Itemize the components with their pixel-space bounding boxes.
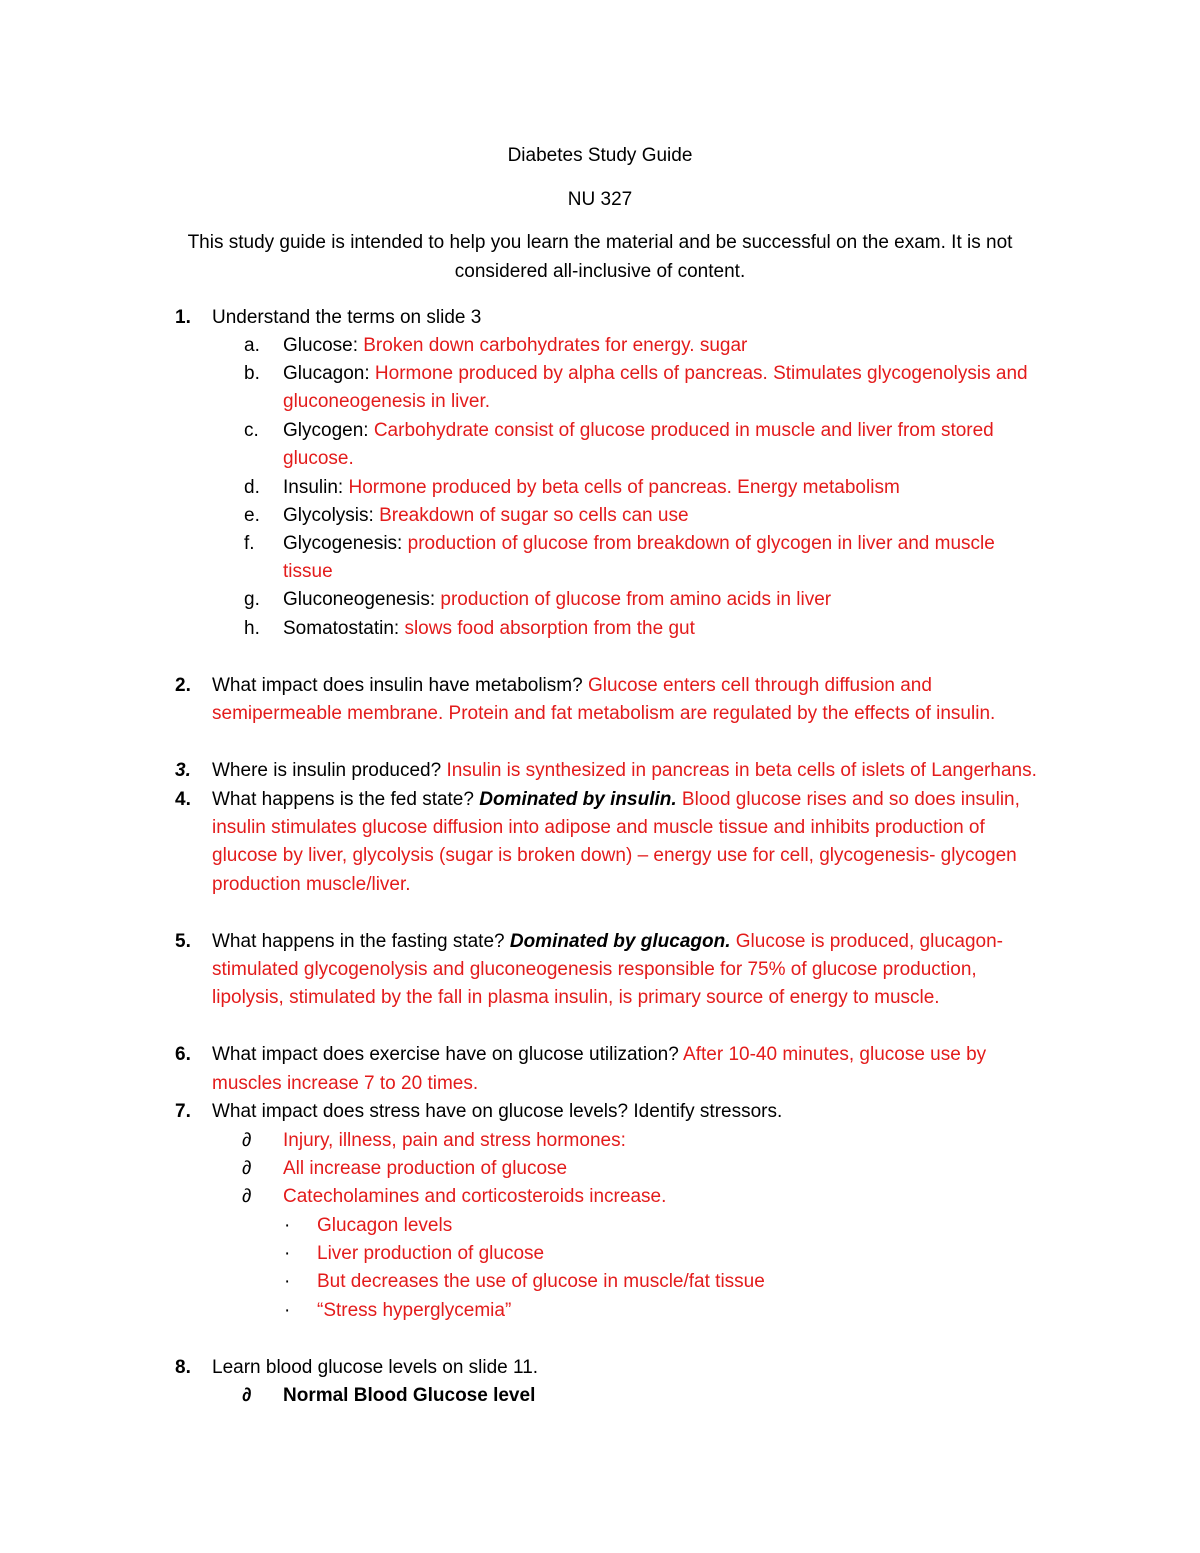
- bullet-icon: ∂: [242, 1385, 252, 1406]
- q5-answer-line-2: stimulated glycogenolysis and gluconeogenesis responsible for 75% of glucose production,: [212, 959, 977, 980]
- term-glycolysis: Glycolysis: Breakdown of sugar so cells can use: [283, 505, 689, 526]
- q3-text: Where is insulin produced? Insulin is synthesized in pancreas in beta cells of islets of Langerhans.: [212, 760, 1037, 781]
- q6-answer-cont: muscles increase 7 to 20 times.: [212, 1073, 479, 1094]
- q5-text: What happens in the fasting state? Dominated by glucagon. Glucose is produced, glucagon-: [212, 931, 1003, 952]
- dot-bullet-icon: ·: [284, 1271, 291, 1292]
- term-glucagon-cont: gluconeogenesis in liver.: [283, 391, 491, 412]
- sub-item-4: “Stress hyperglycemia”: [317, 1300, 512, 1321]
- q6-text: What impact does exercise have on glucose utilization? After 10-40 minutes, glucose use by: [212, 1044, 987, 1065]
- term-somatostatin: Somatostatin: slows food absorption from the gut: [283, 618, 695, 639]
- stressor-item-3: Catecholamines and corticosteroids increase.: [283, 1186, 667, 1207]
- normal-glucose-heading: Normal Blood Glucose level: [283, 1385, 536, 1406]
- dot-bullet-icon: ·: [284, 1215, 291, 1236]
- q4-answer-line-2: insulin stimulates glucose diffusion into adipose and muscle tissue and inhibits production of: [212, 817, 985, 838]
- q2-number: 2.: [175, 675, 191, 696]
- q5-answer-line-3: lipolysis, stimulated by the fall in plasma insulin, is primary source of energy to muscle.: [212, 987, 940, 1008]
- term-a-letter: a.: [244, 335, 260, 356]
- term-e-letter: e.: [244, 505, 260, 526]
- bullet-icon: ∂: [242, 1186, 252, 1207]
- q1-text: Understand the terms on slide 3: [212, 307, 482, 328]
- q1-number: 1.: [175, 307, 191, 328]
- term-h-letter: h.: [244, 618, 260, 639]
- stressor-item-2: All increase production of glucose: [283, 1158, 568, 1179]
- sub-item-1: Glucagon levels: [317, 1215, 453, 1236]
- intro-line-2: considered all-inclusive of content.: [454, 261, 746, 282]
- q7-text: What impact does stress have on glucose levels? Identify stressors.: [212, 1101, 783, 1122]
- dot-bullet-icon: ·: [284, 1243, 291, 1264]
- bullet-icon: ∂: [242, 1158, 252, 1179]
- q8-text: Learn blood glucose levels on slide 11.: [212, 1357, 539, 1378]
- term-glucagon: Glucagon: Hormone produced by alpha cells of pancreas. Stimulates glycogenolysis and: [283, 363, 1028, 384]
- stressor-item-1: Injury, illness, pain and stress hormones:: [283, 1130, 626, 1151]
- term-insulin: Insulin: Hormone produced by beta cells of pancreas. Energy metabolism: [283, 477, 900, 498]
- dot-bullet-icon: ·: [284, 1300, 291, 1321]
- term-b-letter: b.: [244, 363, 260, 384]
- q3-number: 3.: [175, 760, 191, 781]
- q2-answer-cont: semipermeable membrane. Protein and fat metabolism are regulated by the effects of insulin.: [212, 703, 996, 724]
- term-gluconeogenesis: Gluconeogenesis: production of glucose from amino acids in liver: [283, 589, 832, 610]
- sub-item-2: Liver production of glucose: [317, 1243, 545, 1264]
- course-code: NU 327: [567, 189, 633, 210]
- term-c-letter: c.: [244, 420, 259, 441]
- q8-number: 8.: [175, 1357, 191, 1378]
- term-g-letter: g.: [244, 589, 260, 610]
- term-glycogenesis-cont: tissue: [283, 561, 333, 582]
- term-glycogen-cont: glucose.: [283, 448, 354, 469]
- q4-text: What happens is the fed state? Dominated by insulin. Blood glucose rises and so does insulin,: [212, 789, 1020, 810]
- intro-line-1: This study guide is intended to help you learn the material and be successful on the exam. It is not: [187, 232, 1013, 253]
- term-glycogen: Glycogen: Carbohydrate consist of glucose produced in muscle and liver from stored: [283, 420, 994, 441]
- term-glucose: Glucose: Broken down carbohydrates for energy. sugar: [283, 335, 748, 356]
- q5-number: 5.: [175, 931, 191, 952]
- term-d-letter: d.: [244, 477, 260, 498]
- sub-item-3: But decreases the use of glucose in muscle/fat tissue: [317, 1271, 765, 1292]
- term-f-letter: f.: [244, 533, 255, 554]
- q7-number: 7.: [175, 1101, 191, 1122]
- term-glycogenesis: Glycogenesis: production of glucose from breakdown of glycogen in liver and muscle: [283, 533, 995, 554]
- q4-number: 4.: [175, 789, 191, 810]
- document-title: Diabetes Study Guide: [507, 145, 693, 166]
- q4-answer-line-3: glucose by liver, glycolysis (sugar is broken down) – energy use for cell, glycogenesis- glycogen: [212, 845, 1017, 866]
- q4-answer-line-4: production muscle/liver.: [212, 874, 411, 895]
- q2-text: What impact does insulin have metabolism? Glucose enters cell through diffusion and: [212, 675, 932, 696]
- q6-number: 6.: [175, 1044, 191, 1065]
- bullet-icon: ∂: [242, 1130, 252, 1151]
